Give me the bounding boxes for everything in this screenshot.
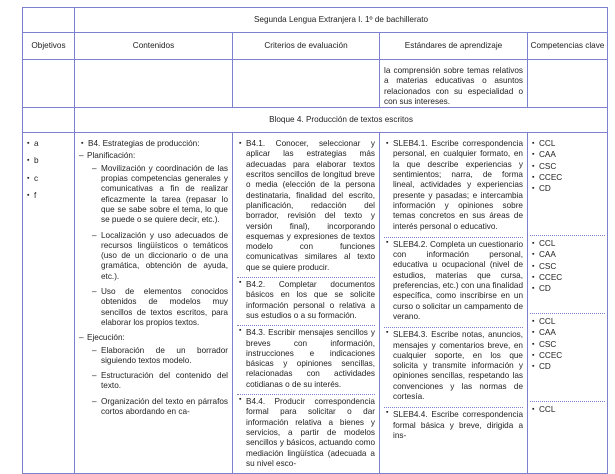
contents-cell (75, 133, 233, 474)
competencies-cell (528, 133, 608, 474)
standard-item: ▪ SLEB4.4. Escribe correspondencia formal básica y breve, dirigida a ins- (384, 407, 523, 441)
title-row (23, 8, 608, 33)
criterion-item: ▪ B4.3. Escribir mensajes sencillos y breves con información, instrucciones e indicaciones básicas y opiniones sencillas, relacionadas con actividades cotidianas o de su interés. (237, 325, 375, 390)
title-blank-cell (23, 8, 75, 33)
competency-item: ▪ CCL (530, 317, 605, 327)
competency-item: ▪ CSC (530, 340, 605, 350)
competency-item: ▪ CAA (530, 328, 605, 338)
planning-heading: – Planificación: (79, 151, 228, 161)
competency-item: ▪ CD (530, 284, 605, 294)
competency-item: ▪ CSC (530, 162, 605, 172)
execution-heading: – Ejecución: (79, 333, 228, 343)
header-competencies: Competencias clave (528, 33, 608, 60)
standards-cell (380, 133, 528, 474)
objective-item: ▪ a (25, 139, 74, 149)
competency-item: ▪ CCEC (530, 173, 605, 183)
competency-item: ▪ CCEC (530, 273, 605, 283)
standard-item: ▪ SLEB4.3. Escribe notas, anuncios, mensajes y comentarios breve, en cualquier soporte, en los que solicita y transmite información y opiniones sencillas, respetando las convenciones y las normas de cortesía. (384, 327, 523, 402)
competency-item: ▪ CCL (530, 239, 605, 249)
header-contents: Contenidos (75, 33, 233, 60)
competency-group (530, 235, 605, 309)
content-row (23, 133, 608, 474)
table-title: Segunda Lengua Extranjera I. 1º de bachillerato (75, 8, 608, 33)
competency-group (530, 401, 605, 415)
competency-item: ▪ CSC (530, 262, 605, 272)
objectives-cell (23, 133, 75, 474)
execution-item: – Estructuración del contenido del texto. (79, 371, 228, 392)
header-criteria: Criterios de evaluación (233, 33, 380, 60)
competency-item: ▪ CD (530, 362, 605, 372)
continuation-row (23, 60, 608, 108)
criterion-item: ▪ B4.1. Conocer, seleccionar y aplicar las estrategias más adecuadas para elaborar textos escritos sencillos de longitud breve o media (elección de la persona destinataria, finalidad del escrito, planificación, redacción del borrador, revisión del texto y versión final), incorporando esquemas y expresiones de textos modelo con funciones comunicativas similares al texto que se quiere producir. (237, 139, 375, 273)
competency-item: ▪ CAA (530, 150, 605, 160)
competency-item: ▪ CCL (530, 405, 605, 415)
column-header-row (23, 33, 608, 60)
competency-item: ▪ CD (530, 184, 605, 194)
continuation-text: la comprensión sobre temas relativos a materias educativas o asuntos relacionados con su especialidad o con sus intereses. (380, 60, 528, 108)
header-objectives: Objetivos (23, 33, 75, 60)
standard-item: ▪ SLEB4.1. Escribe correspondencia personal, en cualquier formato, en la que describe experiencias y sentimientos; narra, de forma lineal, actividades y experiencias presente y pasadas; e intercambia información y opiniones sobre temas concretos en sus áreas de interés personal o educativo. (384, 139, 523, 232)
competency-item: ▪ CCL (530, 139, 605, 149)
header-standards: Estándares de aprendizaje (380, 33, 528, 60)
planning-item: – Localización y uso adecuados de recursos lingüísticos o temáticos (uso de un diccionario o de una gramática, obtención de ayuda, etc.). (79, 231, 228, 282)
objective-item: ▪ b (25, 156, 74, 166)
criterion-item: ▪ B4.4. Producir correspondencia formal para solicitar o dar información relativa a bienes y servicios, a partir de modelos sencillos y básicos, actuando como mediación lingüística (adecuada a su nivel esco- (237, 394, 375, 469)
execution-item: – Elaboración de un borrador siguiendo textos modelo. (79, 346, 228, 367)
criterion-item: ▪ B4.2. Completar documentos básicos en los que se solicite información personal o relativa a sus estudios o a su formación. (237, 277, 375, 321)
planning-item: – Uso de elementos conocidos obtenidos de modelos muy sencillos de textos escritos, para elaborar los propios textos. (79, 287, 228, 328)
block-row (23, 108, 608, 133)
curriculum-table (22, 7, 608, 474)
objective-item: ▪ f (25, 191, 74, 201)
competency-group (530, 139, 605, 231)
competency-group (530, 313, 605, 397)
contents-heading: ▪ B4. Estrategias de producción: (79, 139, 228, 149)
block-title: Bloque 4. Producción de textos escritos (75, 108, 608, 133)
objective-item: ▪ c (25, 174, 74, 184)
competency-item: ▪ CAA (530, 250, 605, 260)
standard-item: ▪ SLEB4.2. Completa un cuestionario con información personal, educativa u ocupacional (nivel de estudios, materias que cursa, preferencias, etc.) con una finalidad específica, como inscribirse en un curso o solicitar un campamento de verano. (384, 237, 523, 322)
criteria-cell (233, 133, 380, 474)
execution-item: – Organización del texto en párrafos cortos abordando en ca- (79, 397, 228, 418)
planning-item: – Movilización y coordinación de las propias competencias generales y comunicativas a fin de realizar eficazmente la tarea (repasar lo que se sabe sobre el tema, lo que se puede o se quiere decir, etc.). (79, 164, 228, 226)
competency-item: ▪ CCEC (530, 351, 605, 361)
